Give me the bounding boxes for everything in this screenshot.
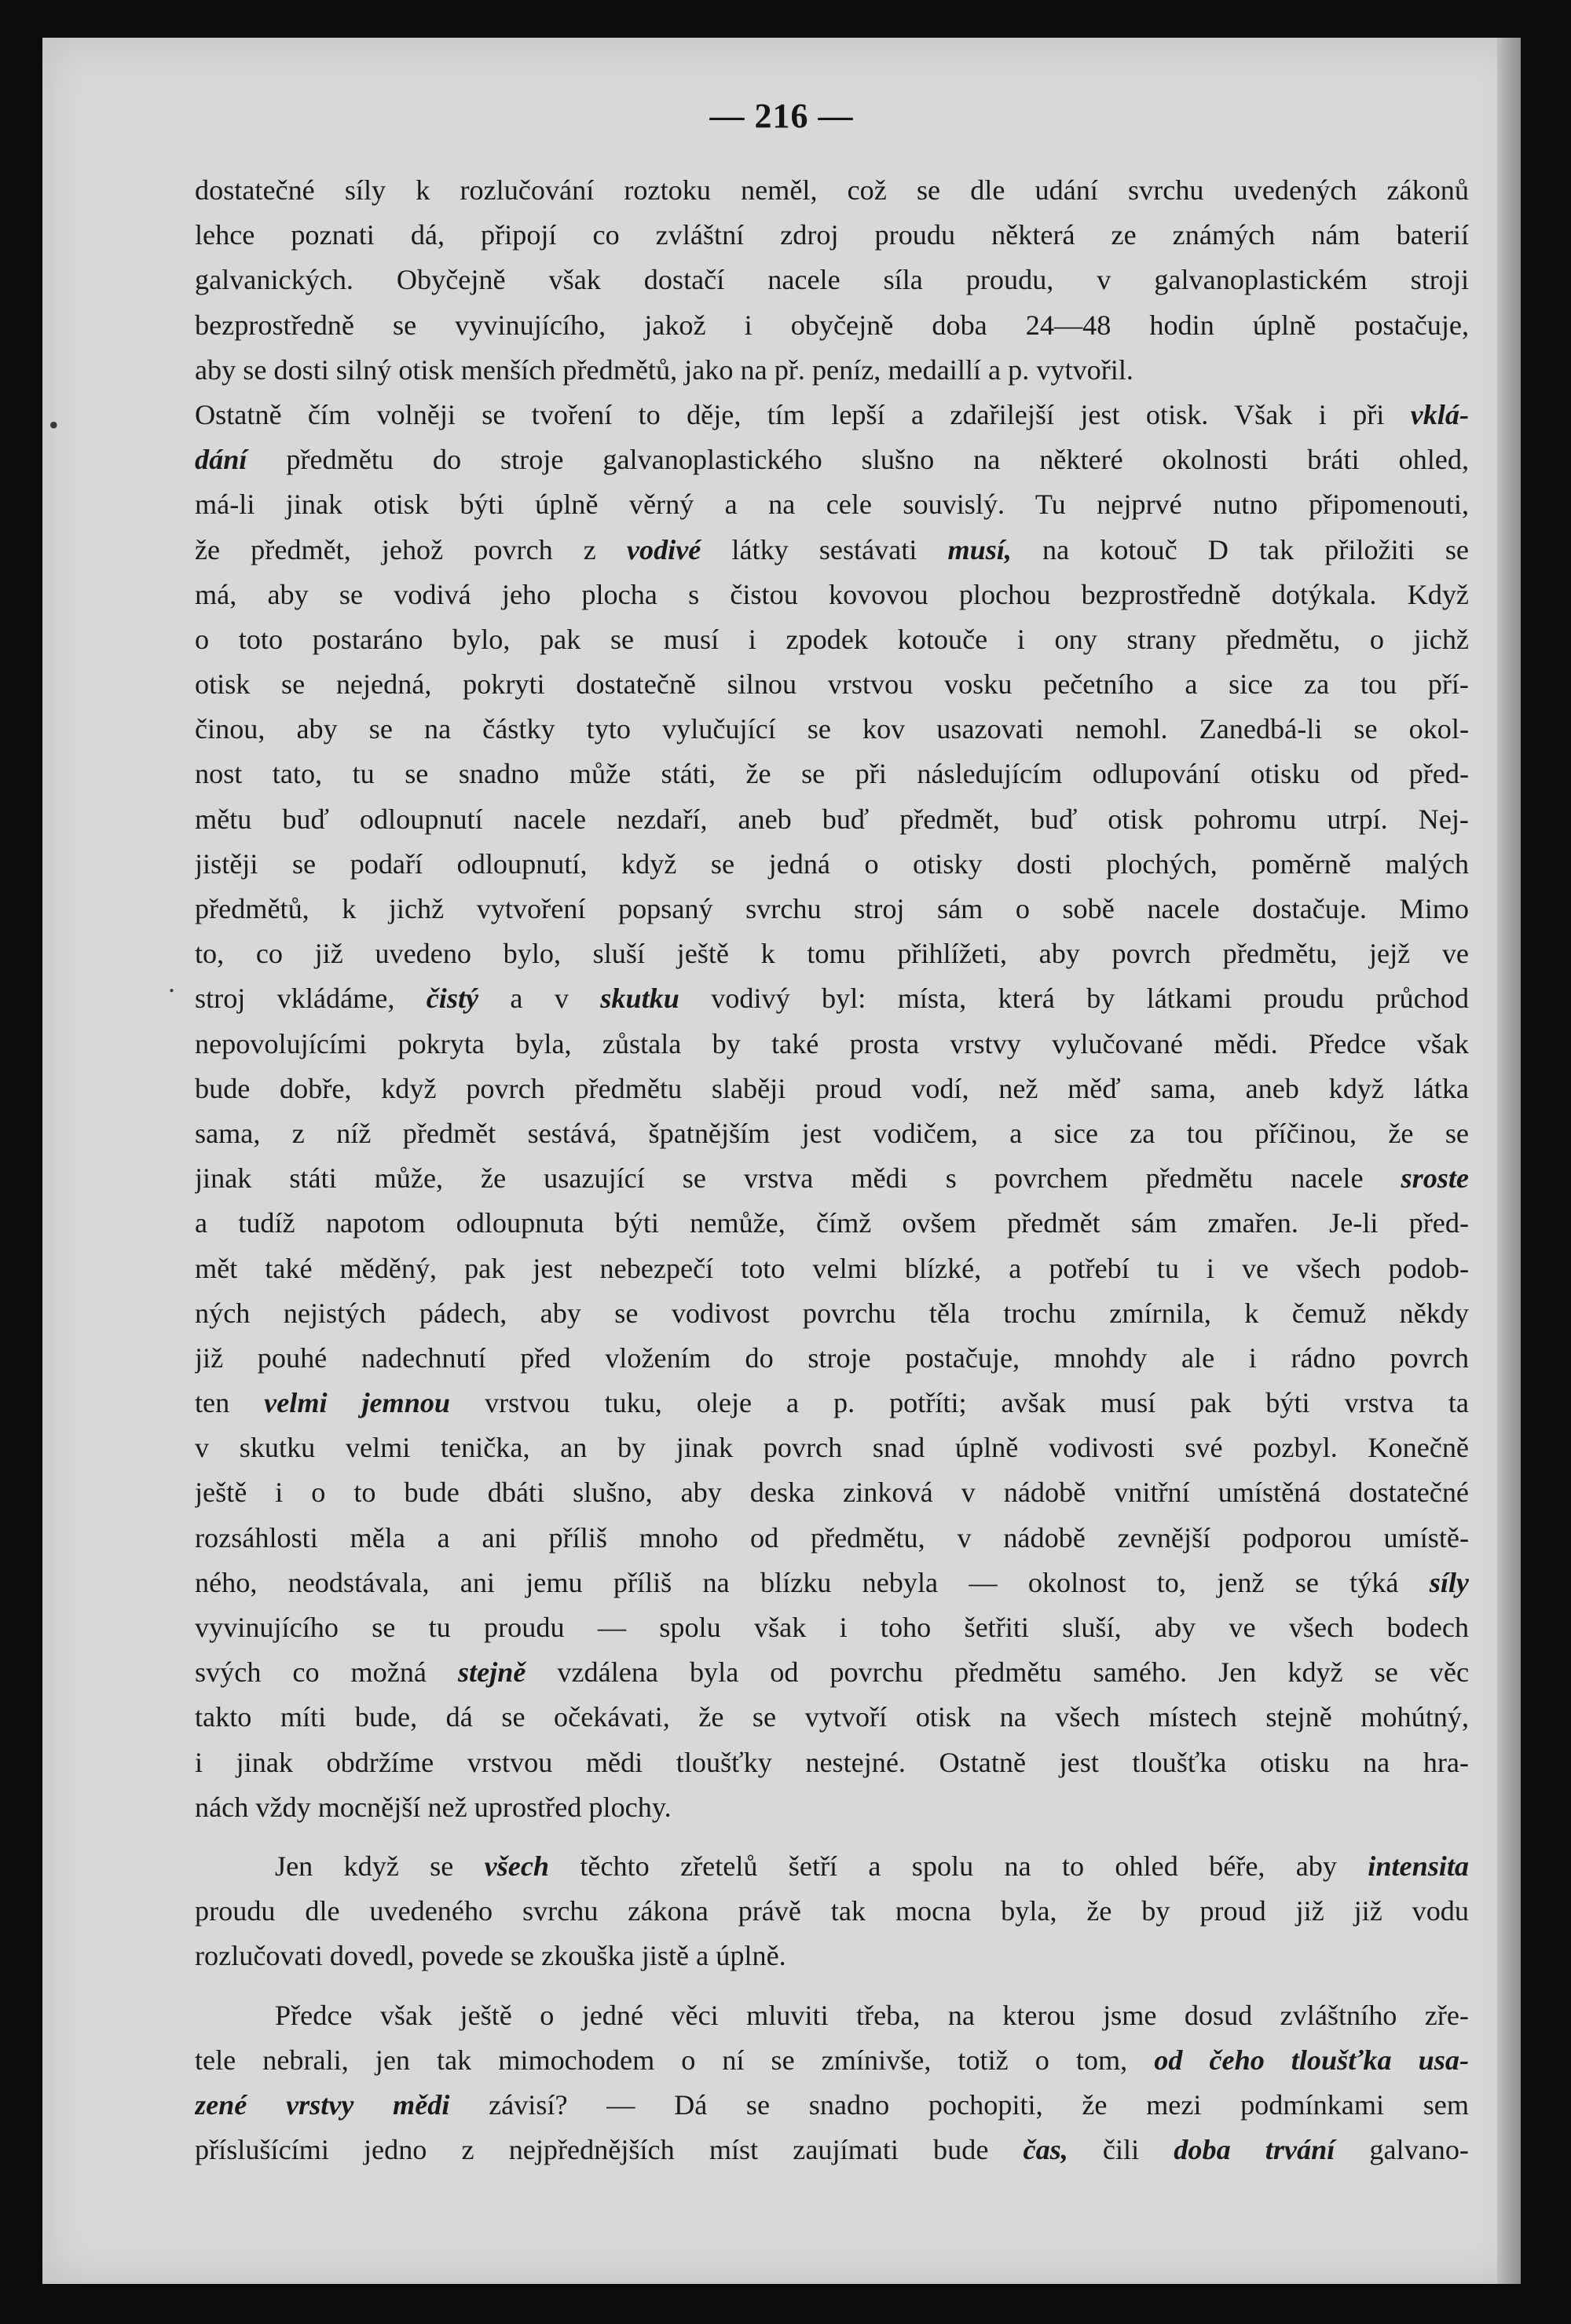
text-line bbox=[195, 1470, 1469, 1515]
body-text bbox=[195, 168, 1469, 2172]
text-line bbox=[195, 1740, 1469, 1785]
text-segment: bezprostředně se vyvinujícího, jakož i obyčejně doba 24—48 hodin úplně postačuje, bbox=[195, 309, 1469, 341]
text-segment: svých co možná bbox=[195, 1656, 458, 1689]
emphasized-text: skutku bbox=[600, 983, 679, 1015]
text-segment: v skutku velmi tenička, an by jinak povrch snad úplně vodivosti své pozbyl. Konečně bbox=[195, 1432, 1469, 1464]
margin-dot-mark: . bbox=[168, 967, 175, 998]
text-segment: nost tato, tu se snadno může státi, že se při následujícím odlupování otisku od před- bbox=[195, 758, 1469, 790]
text-line bbox=[195, 662, 1469, 707]
text-segment: čili bbox=[1067, 2134, 1174, 2166]
text-segment: dostatečné síly k rozlučování roztoku neměl, což se dle udání svrchu uvedených zákonů bbox=[195, 174, 1469, 206]
text-segment: že předmět, jehož povrch z bbox=[195, 533, 627, 565]
text-line bbox=[195, 1785, 1469, 1830]
text-segment: ještě i o to bude dbáti slušno, aby deska zinková v nádobě vnitřní umístěná dostatečné bbox=[195, 1477, 1469, 1509]
text-line bbox=[195, 1993, 1469, 2038]
text-segment: Ostatně čím volněji se tvoření to děje, tím lepší a zdařilejší jest otisk. Však i při bbox=[195, 398, 1411, 430]
text-segment: na kotouč D tak přiložiti se bbox=[1011, 533, 1469, 565]
text-line bbox=[195, 1695, 1469, 1740]
text-line bbox=[195, 1156, 1469, 1201]
page-number: — 216 — bbox=[709, 97, 854, 135]
text-segment: tele nebrali, jen tak mimochodem o ní se zmínivše, totiž o tom, bbox=[195, 2044, 1155, 2076]
text-segment: a v bbox=[478, 983, 601, 1015]
text-line bbox=[195, 1605, 1469, 1650]
text-line bbox=[195, 437, 1469, 482]
margin-bullet-mark: • bbox=[49, 409, 59, 441]
emphasized-text: stejně bbox=[457, 1656, 526, 1689]
text-line bbox=[195, 168, 1469, 213]
text-line bbox=[195, 2038, 1469, 2083]
text-line bbox=[195, 1111, 1469, 1156]
text-segment: nách vždy mocnější než uprostřed plochy. bbox=[195, 1791, 672, 1823]
text-segment: mět také měděný, pak jest nebezpečí toto velmi blízké, a potřebí tu i ve všech podob- bbox=[195, 1252, 1469, 1284]
emphasized-text: čas, bbox=[1023, 2134, 1068, 2166]
text-line bbox=[195, 887, 1469, 931]
text-line bbox=[195, 1336, 1469, 1381]
text-line bbox=[195, 1246, 1469, 1291]
emphasized-text: sroste bbox=[1401, 1162, 1469, 1195]
text-segment: těchto zřetelů šetří a spolu na to ohled béře, aby bbox=[549, 1850, 1368, 1882]
paragraph-gap bbox=[195, 1830, 1469, 1844]
text-segment: Předce však ještě o jedné věci mluviti třeba, na kterou jsme dosud zvláštního zře- bbox=[275, 1999, 1469, 2031]
paragraph-gap bbox=[195, 1979, 1469, 1993]
text-line bbox=[195, 797, 1469, 842]
text-segment: otisk se nejedná, pokryti dostatečně silnou vrstvou vosku pečetního a sice za tou pří- bbox=[195, 668, 1469, 701]
emphasized-text: čistý bbox=[426, 983, 479, 1015]
emphasized-text: zené vrstvy mědi bbox=[195, 2088, 450, 2121]
scanned-page bbox=[42, 38, 1521, 2284]
text-segment: ných nejistých pádech, aby se vodivost povrchu těla trochu zmírnila, k čemuž někdy bbox=[195, 1297, 1469, 1329]
text-line bbox=[195, 707, 1469, 752]
text-segment: jistěji se podaří odloupnutí, když se jedná o otisky dosti plochých, poměrně malých bbox=[195, 847, 1469, 880]
text-segment: bude dobře, když povrch předmětu slaběji proud vodí, než měď sama, aneb když látka bbox=[195, 1072, 1469, 1104]
text-segment: to, co již uvedeno bylo, sluší ještě k tomu přihlížeti, aby povrch předmětu, jejž ve bbox=[195, 938, 1469, 970]
text-line bbox=[195, 1067, 1469, 1111]
text-segment: vodivý byl: místa, která by látkami proudu průchod bbox=[679, 983, 1469, 1015]
text-line bbox=[195, 213, 1469, 258]
text-segment: ten bbox=[195, 1387, 265, 1419]
text-line bbox=[195, 842, 1469, 887]
text-segment: již pouhé nadechnutí před vložením do stroje postačuje, mnohdy ale i rádno povrch bbox=[195, 1341, 1469, 1374]
text-segment: mětu buď odloupnutí nacele nezdaří, aneb buď předmět, buď otisk pohromu utrpí. Nej- bbox=[195, 803, 1469, 835]
text-segment: Jen když se bbox=[275, 1850, 485, 1882]
emphasized-text: od čeho tloušťka usa- bbox=[1154, 2044, 1469, 2076]
text-line bbox=[195, 303, 1469, 348]
text-segment: předmětů, k jichž vytvoření popsaný svrchu stroj sám o sobě nacele dostačuje. Mimo bbox=[195, 893, 1469, 924]
text-segment: galvanických. Obyčejně však dostačí nacele síla proudu, v galvanoplastickém stroji bbox=[195, 264, 1469, 296]
text-line bbox=[195, 1889, 1469, 1934]
text-line bbox=[195, 1022, 1469, 1067]
text-segment: galvano- bbox=[1335, 2134, 1469, 2166]
emphasized-text: všech bbox=[484, 1850, 550, 1882]
text-line bbox=[195, 393, 1469, 437]
text-segment: látky sestávati bbox=[701, 533, 948, 565]
text-segment: o toto postaráno bylo, pak se musí i zpodek kotouče i ony strany předmětu, o jichž bbox=[195, 623, 1469, 655]
text-line bbox=[195, 1201, 1469, 1246]
text-segment: takto míti bude, dá se očekávati, že se vytvoří otisk na všech místech stejně mohútný, bbox=[195, 1701, 1469, 1733]
text-line bbox=[195, 573, 1469, 617]
text-line bbox=[195, 1934, 1469, 1978]
text-line bbox=[195, 348, 1469, 393]
text-line bbox=[195, 258, 1469, 302]
text-line bbox=[195, 976, 1469, 1021]
emphasized-text: musí, bbox=[947, 533, 1012, 565]
text-line bbox=[195, 2128, 1469, 2172]
text-segment: stroj vkládáme, bbox=[195, 983, 427, 1015]
emphasized-text: intensita bbox=[1368, 1850, 1469, 1882]
text-line bbox=[195, 1426, 1469, 1470]
text-segment: má-li jinak otisk býti úplně věrný a na cele souvislý. Tu nejprvé nutno připomenouti, bbox=[195, 489, 1469, 521]
text-line bbox=[195, 617, 1469, 662]
text-segment: lehce poznati dá, připojí co zvláštní zdroj proudu některá ze známých nám baterií bbox=[195, 219, 1469, 251]
text-line bbox=[195, 1650, 1469, 1695]
emphasized-text: síly bbox=[1429, 1566, 1469, 1598]
text-segment: sama, z níž předmět sestává, špatnějším jest vodičem, a sice za tou příčinou, že se bbox=[195, 1117, 1469, 1149]
text-line bbox=[195, 482, 1469, 527]
text-segment: příslušícími jedno z nejpřednějších míst zaujímati bude bbox=[195, 2134, 1024, 2166]
emphasized-text: velmi jemnou bbox=[264, 1387, 451, 1419]
text-segment: závisí? — Dá se snadno pochopiti, že mezi podmínkami sem bbox=[449, 2088, 1469, 2121]
text-segment: rozlučovati dovedl, povede se zkouška jistě a úplně. bbox=[195, 1940, 786, 1972]
text-line bbox=[195, 1844, 1469, 1889]
text-segment: má, aby se vodivá jeho plocha s čistou kovovou plochou bezprostředně dotýkala. Když bbox=[195, 578, 1469, 610]
text-line bbox=[195, 2083, 1469, 2128]
emphasized-text: dání bbox=[195, 444, 247, 476]
text-line bbox=[195, 1561, 1469, 1605]
text-segment: a tudíž napotom odloupnuta býti nemůže, čímž ovšem předmět sám zmařen. Je-li před- bbox=[195, 1207, 1469, 1239]
emphasized-text: vodivé bbox=[626, 533, 701, 565]
text-segment: předmětu do stroje galvanoplastického slušno na některé okolnosti bráti ohled, bbox=[247, 444, 1469, 476]
emphasized-text: vklá- bbox=[1410, 398, 1469, 430]
text-segment: jinak státi může, že usazující se vrstva mědi s povrchem předmětu nacele bbox=[195, 1162, 1401, 1195]
text-line bbox=[195, 1291, 1469, 1336]
text-segment: rozsáhlosti měla a ani příliš mnoho od předmětu, v nádobě zevnější podporou umístě- bbox=[195, 1521, 1469, 1554]
page-edge-shadow bbox=[1497, 38, 1521, 2284]
text-line bbox=[195, 752, 1469, 796]
text-line bbox=[195, 528, 1469, 573]
emphasized-text: doba trvání bbox=[1174, 2134, 1335, 2166]
text-segment: vyvinujícího se tu proudu — spolu však i toho šetřiti sluší, aby ve všech bodech bbox=[195, 1612, 1469, 1643]
text-line bbox=[195, 1516, 1469, 1561]
text-segment: ného, neodstávala, ani jemu příliš na blízku nebyla — okolnost to, jenž se týká bbox=[195, 1566, 1430, 1598]
text-segment: činou, aby se na částky tyto vylučující se kov usazovati nemohl. Zanedbá-li se okol- bbox=[195, 713, 1469, 745]
text-line bbox=[195, 1381, 1469, 1426]
text-segment: proudu dle uvedeného svrchu zákona právě tak mocna byla, že by proud již již vodu bbox=[195, 1895, 1469, 1927]
text-segment: i jinak obdržíme vrstvou mědi tloušťky nestejné. Ostatně jest tloušťka otisku na hra- bbox=[195, 1746, 1469, 1778]
text-line bbox=[195, 931, 1469, 976]
text-segment: nepovolujícími pokryta byla, zůstala by také prosta vrstvy vylučované mědi. Předce však bbox=[195, 1027, 1469, 1060]
text-segment: vrstvou tuku, oleje a p. potříti; avšak musí pak býti vrstva ta bbox=[450, 1387, 1469, 1419]
text-segment: vzdálena byla od povrchu předmětu samého. Jen když se věc bbox=[525, 1656, 1469, 1689]
text-segment: aby se dosti silný otisk menších předmětů, jako na př. peníz, medaillí a p. vytvořil. bbox=[195, 353, 1133, 386]
